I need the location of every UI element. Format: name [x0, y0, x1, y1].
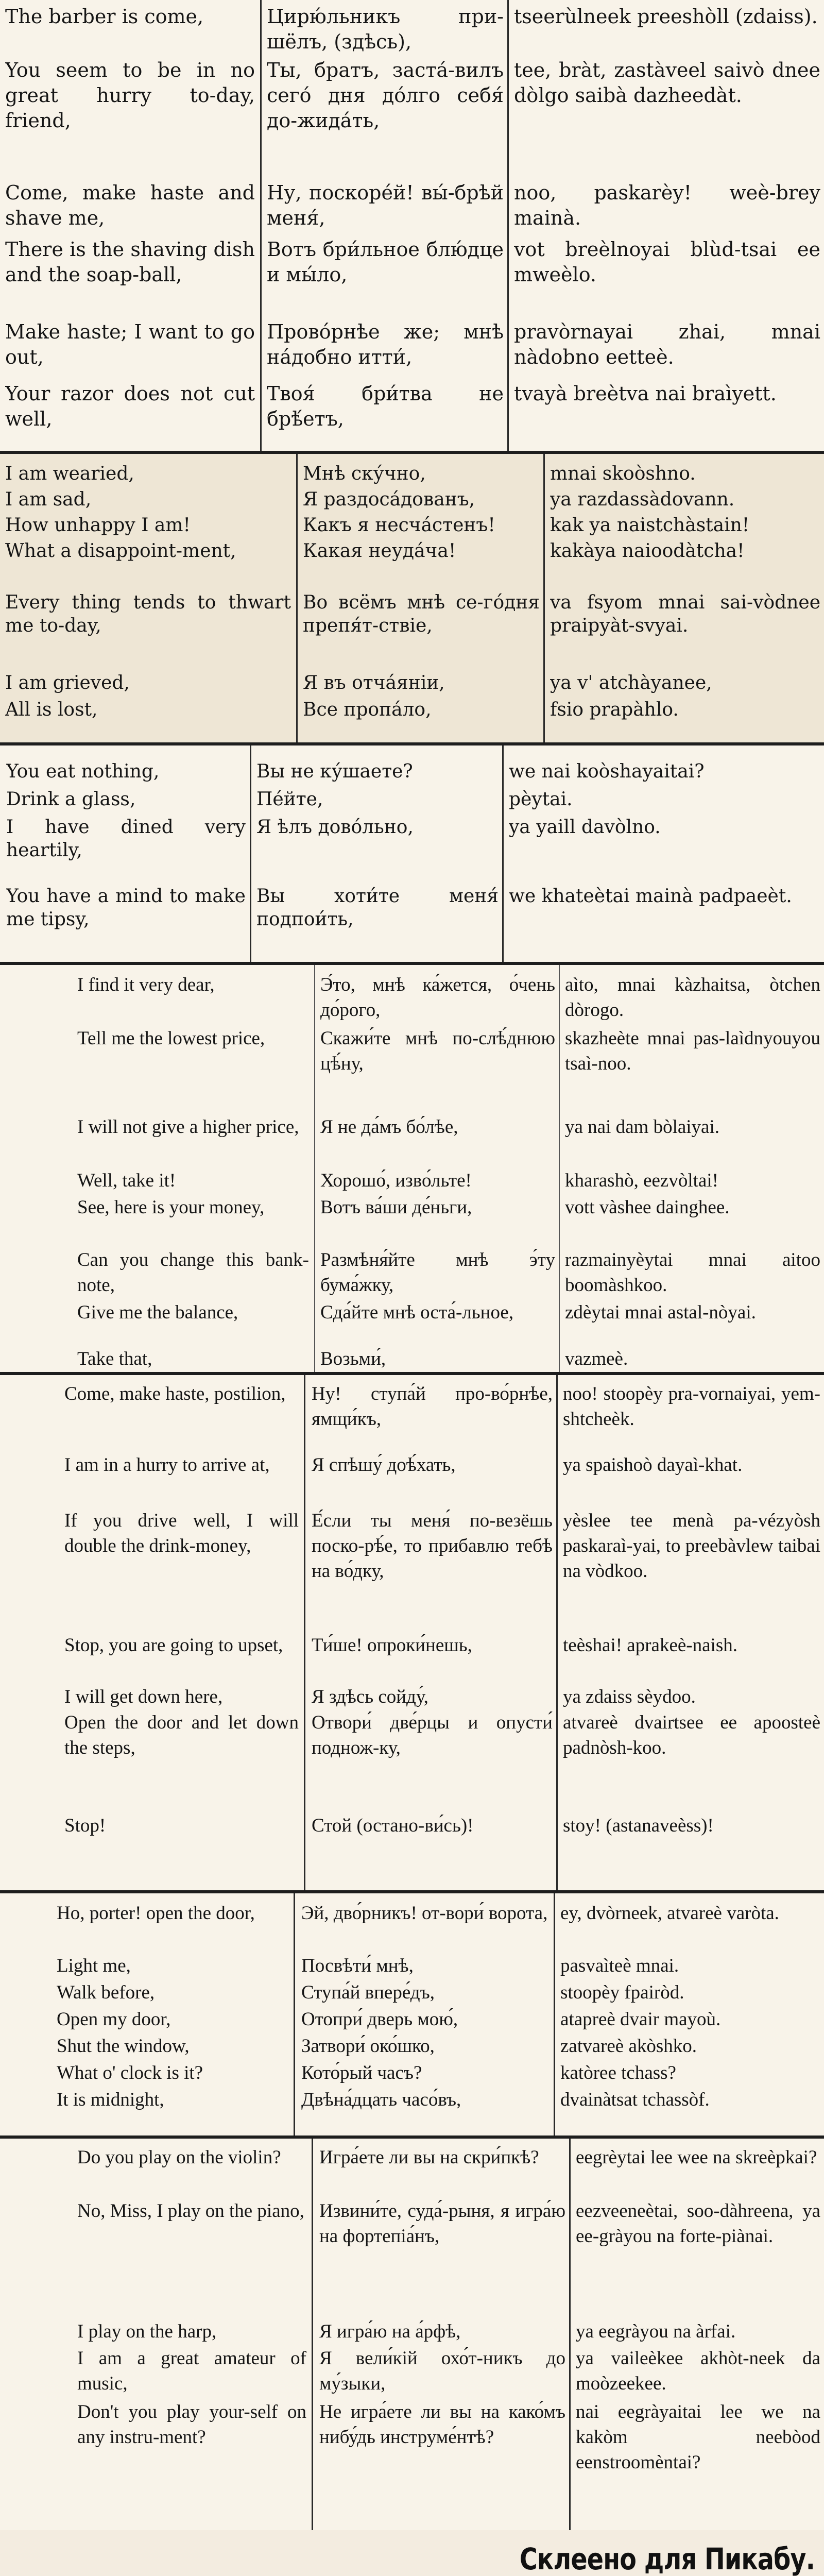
russian-phrase: Хорошо́, изво́льте! — [320, 1170, 472, 1191]
transliteration: va fsyom mnai sai-vòdnee praipyàt-svyai. — [550, 592, 820, 636]
russian-phrase: Ступа́й впере́дъ, — [301, 1982, 435, 2003]
english-phrase: Do you play on the violin? — [77, 2147, 281, 2168]
english-phrase: Come, make haste, postilion, — [64, 1383, 286, 1404]
english-phrase: Open my door, — [57, 2009, 171, 2030]
english-phrase: I have dined very heartily, — [6, 817, 246, 861]
russian-phrase: Затвори́ око́шко, — [301, 2036, 435, 2057]
transliteration: pasvaìteè mnai. — [560, 1955, 679, 1976]
russian-phrase: Размѣня́йте мнѣ э́ту бума́жку, — [320, 1249, 555, 1296]
transliteration: kak ya naistchàstain! — [550, 515, 750, 536]
russian-phrase: Я спѣшу́ доѣ́хать, — [312, 1454, 456, 1476]
english-phrase: I am wearied, — [5, 463, 134, 484]
column-divider — [559, 965, 560, 1372]
column-divider — [507, 0, 509, 451]
russian-phrase: Провóрнѣе же; мнѣ на́добно итти́, — [267, 320, 504, 368]
transliteration: ya razdassàdovann. — [550, 489, 735, 510]
russian-phrase: Какая неуда́ча! — [303, 540, 456, 562]
english-phrase: Walk before, — [57, 1982, 155, 2003]
english-phrase: Stop, you are going to upset, — [64, 1635, 283, 1656]
russian-phrase: Во всёмъ мнѣ се-го́дня препя́т-ствіе, — [303, 592, 540, 636]
english-phrase: Ho, porter! open the door, — [57, 1903, 255, 1924]
russian-phrase: Пе́йте, — [256, 789, 323, 810]
english-phrase: I will not give a higher price, — [77, 1116, 299, 1138]
russian-phrase: Я здѣсь сойду́, — [312, 1686, 428, 1707]
russian-phrase: Не игра́ете ли вы на како́мъ нибу́дь инструме́нтѣ? — [319, 2401, 565, 2448]
transliteration: pravòrnayai zhai, mnai nàdobno eetteè. — [514, 320, 820, 368]
english-phrase: I play on the harp, — [77, 2321, 217, 2342]
transliteration: vot breèlnoyai blùd-tsai ee mweèlo. — [514, 238, 820, 286]
phrase-section-dining — [0, 745, 824, 962]
russian-phrase: Все пропа́ло, — [303, 699, 432, 720]
russian-phrase: Скажи́те мнѣ по-слѣ́днюю цѣ́ну, — [320, 1028, 555, 1074]
english-phrase: How unhappy I am! — [5, 515, 191, 536]
transliteration: zatvareè akòshko. — [560, 2036, 697, 2057]
russian-phrase: Ну! ступа́й про-во́рнѣе, ямщи́къ, — [312, 1383, 553, 1430]
transliteration: tseerùlneek preeshòll (zdaiss). — [514, 5, 818, 28]
english-phrase: You seem to be in no great hurry to-day, friend, — [5, 59, 255, 132]
phrase-section-barber — [0, 0, 824, 451]
russian-phrase: Е́сли ты меня́ по-везёшь поско-рѣ́е, то прибавлю тебѣ на во́дку, — [312, 1510, 553, 1582]
russian-phrase: Я ѣлъ дово́льно, — [256, 817, 414, 838]
column-divider — [304, 1375, 305, 1890]
english-phrase: Every thing tends to thwart me to-day, — [5, 592, 291, 636]
russian-phrase: Извини́те, суда́-рыня, я игра́ю на фортепіа́нъ, — [319, 2200, 565, 2247]
english-phrase: What o' clock is it? — [57, 2062, 203, 2083]
english-phrase: I find it very dear, — [77, 974, 215, 995]
transliteration: stoopèy fpairòd. — [560, 1982, 684, 2003]
russian-phrase: Посвѣти́ мнѣ, — [301, 1955, 414, 1976]
english-phrase: You have a mind to make me tipsy, — [6, 886, 246, 930]
transliteration: atvareè dvairtsee ee apoosteè padnòsh-koo. — [563, 1712, 820, 1758]
english-phrase: Open the door and let down the steps, — [64, 1712, 299, 1758]
transliteration: razmainyèytai mnai aitoo boomàshkoo. — [565, 1249, 820, 1296]
english-phrase: What a disappoint-ment, — [5, 540, 236, 562]
transliteration: we nai koòshayaitai? — [509, 761, 705, 782]
transliteration: aìto, mnai kàzhaitsa, òtchen dòrogo. — [565, 974, 820, 1021]
english-phrase: Take that, — [77, 1348, 152, 1369]
pikabu-watermark: Склеено для Пикабу. — [519, 2541, 815, 2576]
english-phrase: Well, take it! — [77, 1170, 176, 1191]
english-phrase: The barber is come, — [5, 5, 204, 28]
english-phrase: Drink a glass, — [6, 789, 136, 810]
column-divider — [554, 1893, 555, 2136]
russian-phrase: Я вели́кій охо́т-никъ до му́зыки, — [319, 2348, 565, 2394]
column-divider — [314, 965, 315, 1372]
english-phrase: There is the shaving dish and the soap-ball, — [5, 238, 255, 286]
transliteration: fsio prapàhlo. — [550, 699, 679, 720]
transliteration: nai eegràyaitai lee we na kakòm neebòod eenstroomèntai? — [576, 2401, 820, 2473]
english-phrase: Don't you play your-self on any instru-ment? — [77, 2401, 306, 2448]
column-divider — [556, 1375, 558, 1890]
transliteration: eegrèytai lee wee na skreèpkai? — [576, 2147, 817, 2168]
english-phrase: Can you change this bank-note, — [77, 1249, 309, 1296]
english-phrase: Light me, — [57, 1955, 131, 1976]
transliteration: ya spaishoò dayaì-khat. — [563, 1454, 743, 1476]
russian-phrase: Я въ отча́яніи, — [303, 672, 445, 693]
column-divider — [502, 745, 504, 962]
column-divider — [296, 454, 298, 742]
english-phrase: All is lost, — [5, 699, 98, 720]
transliteration: katòree tchass? — [560, 2062, 676, 2083]
column-divider — [543, 454, 545, 742]
russian-phrase: Я игра́ю на а́рфѣ, — [319, 2321, 461, 2342]
russian-phrase: Вы не ку́шаете? — [256, 761, 413, 782]
transliteration: we khateètai mainà padpaeèt. — [509, 886, 792, 907]
phrase-section-travel — [0, 1375, 824, 1890]
russian-phrase: Вотъ бри́льное блю́дце и мы́ло, — [267, 238, 504, 286]
transliteration: yèslee tee menà pa-vézyòsh paskaraì-yai, to preebàvlew taibai na vòdkoo. — [563, 1510, 820, 1582]
russian-phrase: Эй, дво́рникъ! от-вори́ ворота, — [301, 1903, 548, 1924]
phrase-section-lodging — [0, 1893, 824, 2136]
russian-phrase: Сда́йте мнѣ оста́-льное, — [320, 1302, 514, 1323]
transliteration: vazmeè. — [565, 1348, 628, 1369]
russian-phrase: Ну, поскоре́й! вы́-брѣй меня́, — [267, 181, 504, 229]
transliteration: ya vaileèkee akhòt-neek da moòzeekee. — [576, 2348, 820, 2394]
russian-phrase: Возьми́, — [320, 1348, 386, 1369]
russian-phrase: Я раздоса́дованъ, — [303, 489, 475, 510]
transliteration: atapreè dvair mayoù. — [560, 2009, 721, 2030]
russian-phrase: Отвори́ две́рцы и опусти́ поднож-ку, — [312, 1712, 553, 1758]
english-phrase: I am sad, — [5, 489, 92, 510]
transliteration: ey, dvòrneek, atvareè varòta. — [560, 1903, 779, 1924]
english-phrase: You eat nothing, — [6, 761, 160, 782]
column-divider — [569, 2139, 571, 2530]
english-phrase: Shut the window, — [57, 2036, 190, 2057]
russian-phrase: Э́то, мнѣ ка́жется, о́чень до́рого, — [320, 974, 555, 1021]
english-phrase: I am in a hurry to arrive at, — [64, 1454, 270, 1476]
transliteration: skazheète mnai pas-laìdnyouyou tsaì-noo. — [565, 1028, 820, 1074]
transliteration: mnai skoòshno. — [550, 463, 696, 484]
english-phrase: I will get down here, — [64, 1686, 223, 1707]
english-phrase: Stop! — [64, 1815, 106, 1836]
column-divider — [250, 745, 251, 962]
column-divider — [312, 2139, 313, 2530]
transliteration: noo, paskarèy! weè-brey mainà. — [514, 181, 820, 229]
transliteration: tvayà breètva nai braìyett. — [514, 382, 777, 405]
english-phrase: Give me the balance, — [77, 1302, 238, 1323]
column-divider — [260, 0, 262, 451]
transliteration: eezveeneètai, soo-dàhreena, ya ee-gràyou na forte-piànai. — [576, 2200, 820, 2247]
transliteration: pèytai. — [509, 789, 573, 810]
russian-phrase: Двѣна́дцать часо́въ, — [301, 2089, 461, 2110]
russian-phrase: Стой (остано-ви́сь)! — [312, 1815, 474, 1836]
column-divider — [294, 1893, 295, 2136]
transliteration: dvainàtsat tchassòf. — [560, 2089, 710, 2110]
transliteration: ya eegràyou na àrfai. — [576, 2321, 736, 2342]
phrase-section-music — [0, 2139, 824, 2530]
english-phrase: I am a great amateur of music, — [77, 2348, 306, 2394]
russian-phrase: Кото́рый часъ? — [301, 2062, 422, 2083]
russian-phrase: Ти́ше! опроки́нешь, — [312, 1635, 472, 1656]
russian-phrase: Вы хоти́те меня́ подпои́ть, — [256, 886, 499, 930]
english-phrase: See, here is your money, — [77, 1197, 265, 1218]
transliteration: teèshai! aprakeè-naish. — [563, 1635, 737, 1656]
russian-phrase: Игра́ете ли вы на скри́пкѣ? — [319, 2147, 539, 2168]
transliteration: ya yaill davòlno. — [509, 817, 661, 838]
english-phrase: I am grieved, — [5, 672, 130, 693]
transliteration: noo! stoopèy pra-vornaiyai, yem-shtcheèk. — [563, 1383, 820, 1430]
english-phrase: If you drive well, I will double the drink-money, — [64, 1510, 299, 1556]
russian-phrase: Какъ я несча́стенъ! — [303, 515, 495, 536]
transliteration: ya nai dam bòlaiyai. — [565, 1116, 720, 1138]
english-phrase: No, Miss, I play on the piano, — [77, 2200, 304, 2222]
transliteration: tee, bràt, zastàveel saivò dnee dòlgo saibà dazheedàt. — [514, 59, 820, 107]
russian-phrase: Отопри́ дверь мою́, — [301, 2009, 458, 2030]
english-phrase: Come, make haste and shave me, — [5, 181, 255, 229]
transliteration: ya zdaiss sèydoo. — [563, 1686, 696, 1707]
english-phrase: Tell me the lowest price, — [77, 1028, 265, 1049]
transliteration: zdèytai mnai astal-nòyai. — [565, 1302, 756, 1323]
transliteration: kharashò, eezvòltai! — [565, 1170, 718, 1191]
russian-phrase: Вотъ ва́ши де́ньги, — [320, 1197, 472, 1218]
phrase-section-shopping — [0, 965, 824, 1372]
russian-phrase: Ты, братъ, заста́-вилъ сего́ дня до́лго себя́ до-жида́ть, — [267, 59, 504, 132]
transliteration: stoy! (astanaveèss)! — [563, 1815, 714, 1836]
russian-phrase: Мнѣ ску́чно, — [303, 463, 426, 484]
transliteration: kakàya naioodàtcha! — [550, 540, 745, 562]
phrase-section-feelings — [0, 454, 824, 742]
english-phrase: Make haste; I want to go out, — [5, 320, 255, 368]
transliteration: ya v' atchàyanee, — [550, 672, 712, 693]
russian-phrase: Твоя́ бри́тва не брѣ́етъ, — [267, 382, 504, 430]
russian-phrase: Цирю́льникъ при-шёлъ, (здѣсь), — [267, 5, 504, 53]
english-phrase: Your razor does not cut well, — [5, 382, 255, 430]
russian-phrase: Я не да́мъ бо́лѣе, — [320, 1116, 458, 1138]
english-phrase: It is midnight, — [57, 2089, 164, 2110]
transliteration: vott vàshee dainghee. — [565, 1197, 730, 1218]
